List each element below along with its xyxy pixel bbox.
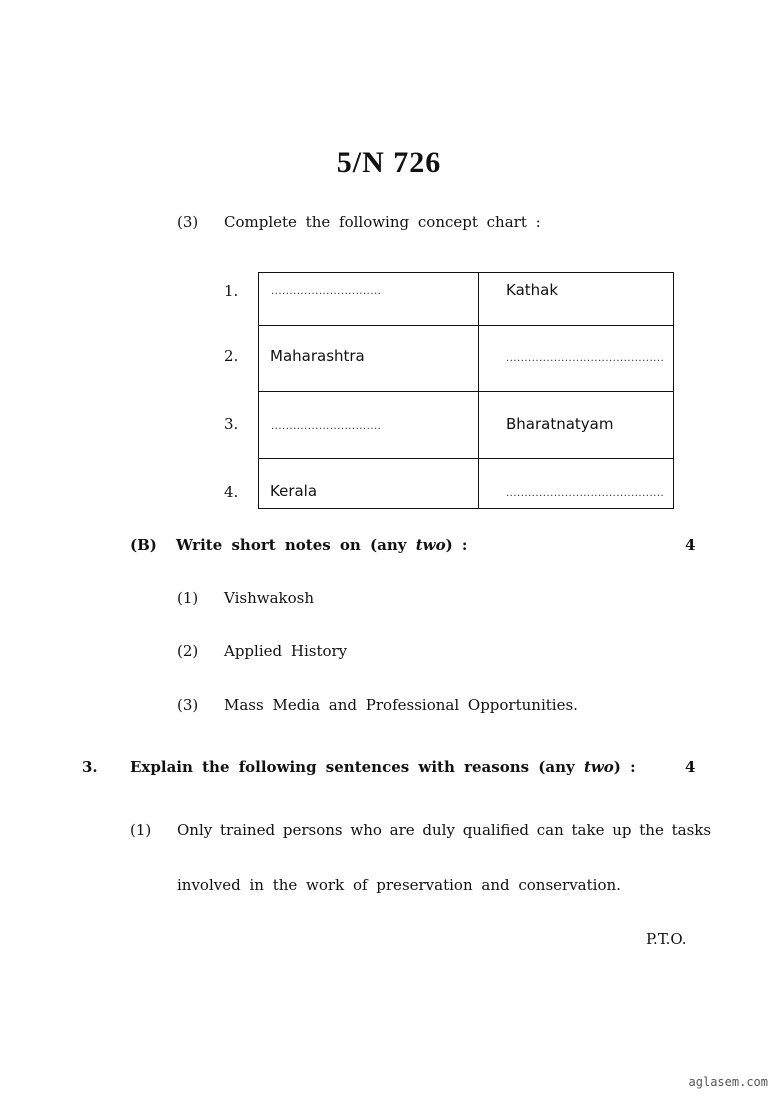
section-b-marks: 4 bbox=[685, 536, 696, 554]
pto-label: P.T.O. bbox=[646, 930, 687, 948]
sentence-line-1: Only trained persons who are duly qualified can take up the tasks bbox=[177, 821, 712, 839]
row-divider bbox=[259, 458, 673, 459]
row-number: 2. bbox=[224, 347, 239, 365]
list-item-number: (3) bbox=[177, 696, 199, 714]
question-number: 3. bbox=[82, 758, 98, 776]
cell-right-1: Kathak bbox=[506, 281, 559, 299]
cell-left-2: Maharashtra bbox=[270, 347, 365, 365]
sentence-line-2: involved in the work of preservation and conservation. bbox=[177, 876, 621, 894]
watermark-text: aglasem.com bbox=[688, 1075, 768, 1089]
chart-instruction: Complete the following concept chart : bbox=[224, 213, 541, 231]
cell-left-4: Kerala bbox=[270, 482, 318, 500]
row-number: 1. bbox=[224, 282, 239, 300]
question-heading: Explain the following sentences with reasons (any two) : bbox=[130, 758, 636, 776]
list-item-text: Applied History bbox=[224, 642, 348, 660]
row-number: 4. bbox=[224, 483, 239, 501]
blank-right-4: ........................................... bbox=[506, 488, 665, 499]
section-b-heading: Write short notes on (any two) : bbox=[176, 536, 468, 554]
list-item-text: Mass Media and Professional Opportunities. bbox=[224, 696, 578, 714]
item-number: (3) bbox=[177, 213, 199, 231]
list-item-number: (2) bbox=[177, 642, 199, 660]
question-marks: 4 bbox=[685, 758, 696, 776]
paper-code: 5/N 726 bbox=[336, 146, 442, 179]
blank-right-2: ........................................... bbox=[506, 353, 665, 364]
list-item-number: (1) bbox=[177, 589, 199, 607]
concept-chart-table bbox=[258, 272, 674, 509]
cell-right-3: Bharatnatyam bbox=[506, 415, 614, 433]
section-b-label: (B) bbox=[130, 536, 157, 554]
list-item-text: Vishwakosh bbox=[224, 589, 314, 607]
row-number: 3. bbox=[224, 415, 239, 433]
row-divider bbox=[259, 391, 673, 392]
row-divider bbox=[259, 325, 673, 326]
list-item-number: (1) bbox=[130, 821, 152, 839]
blank-left-1: .............................. bbox=[271, 286, 382, 297]
blank-left-3: .............................. bbox=[271, 421, 382, 432]
